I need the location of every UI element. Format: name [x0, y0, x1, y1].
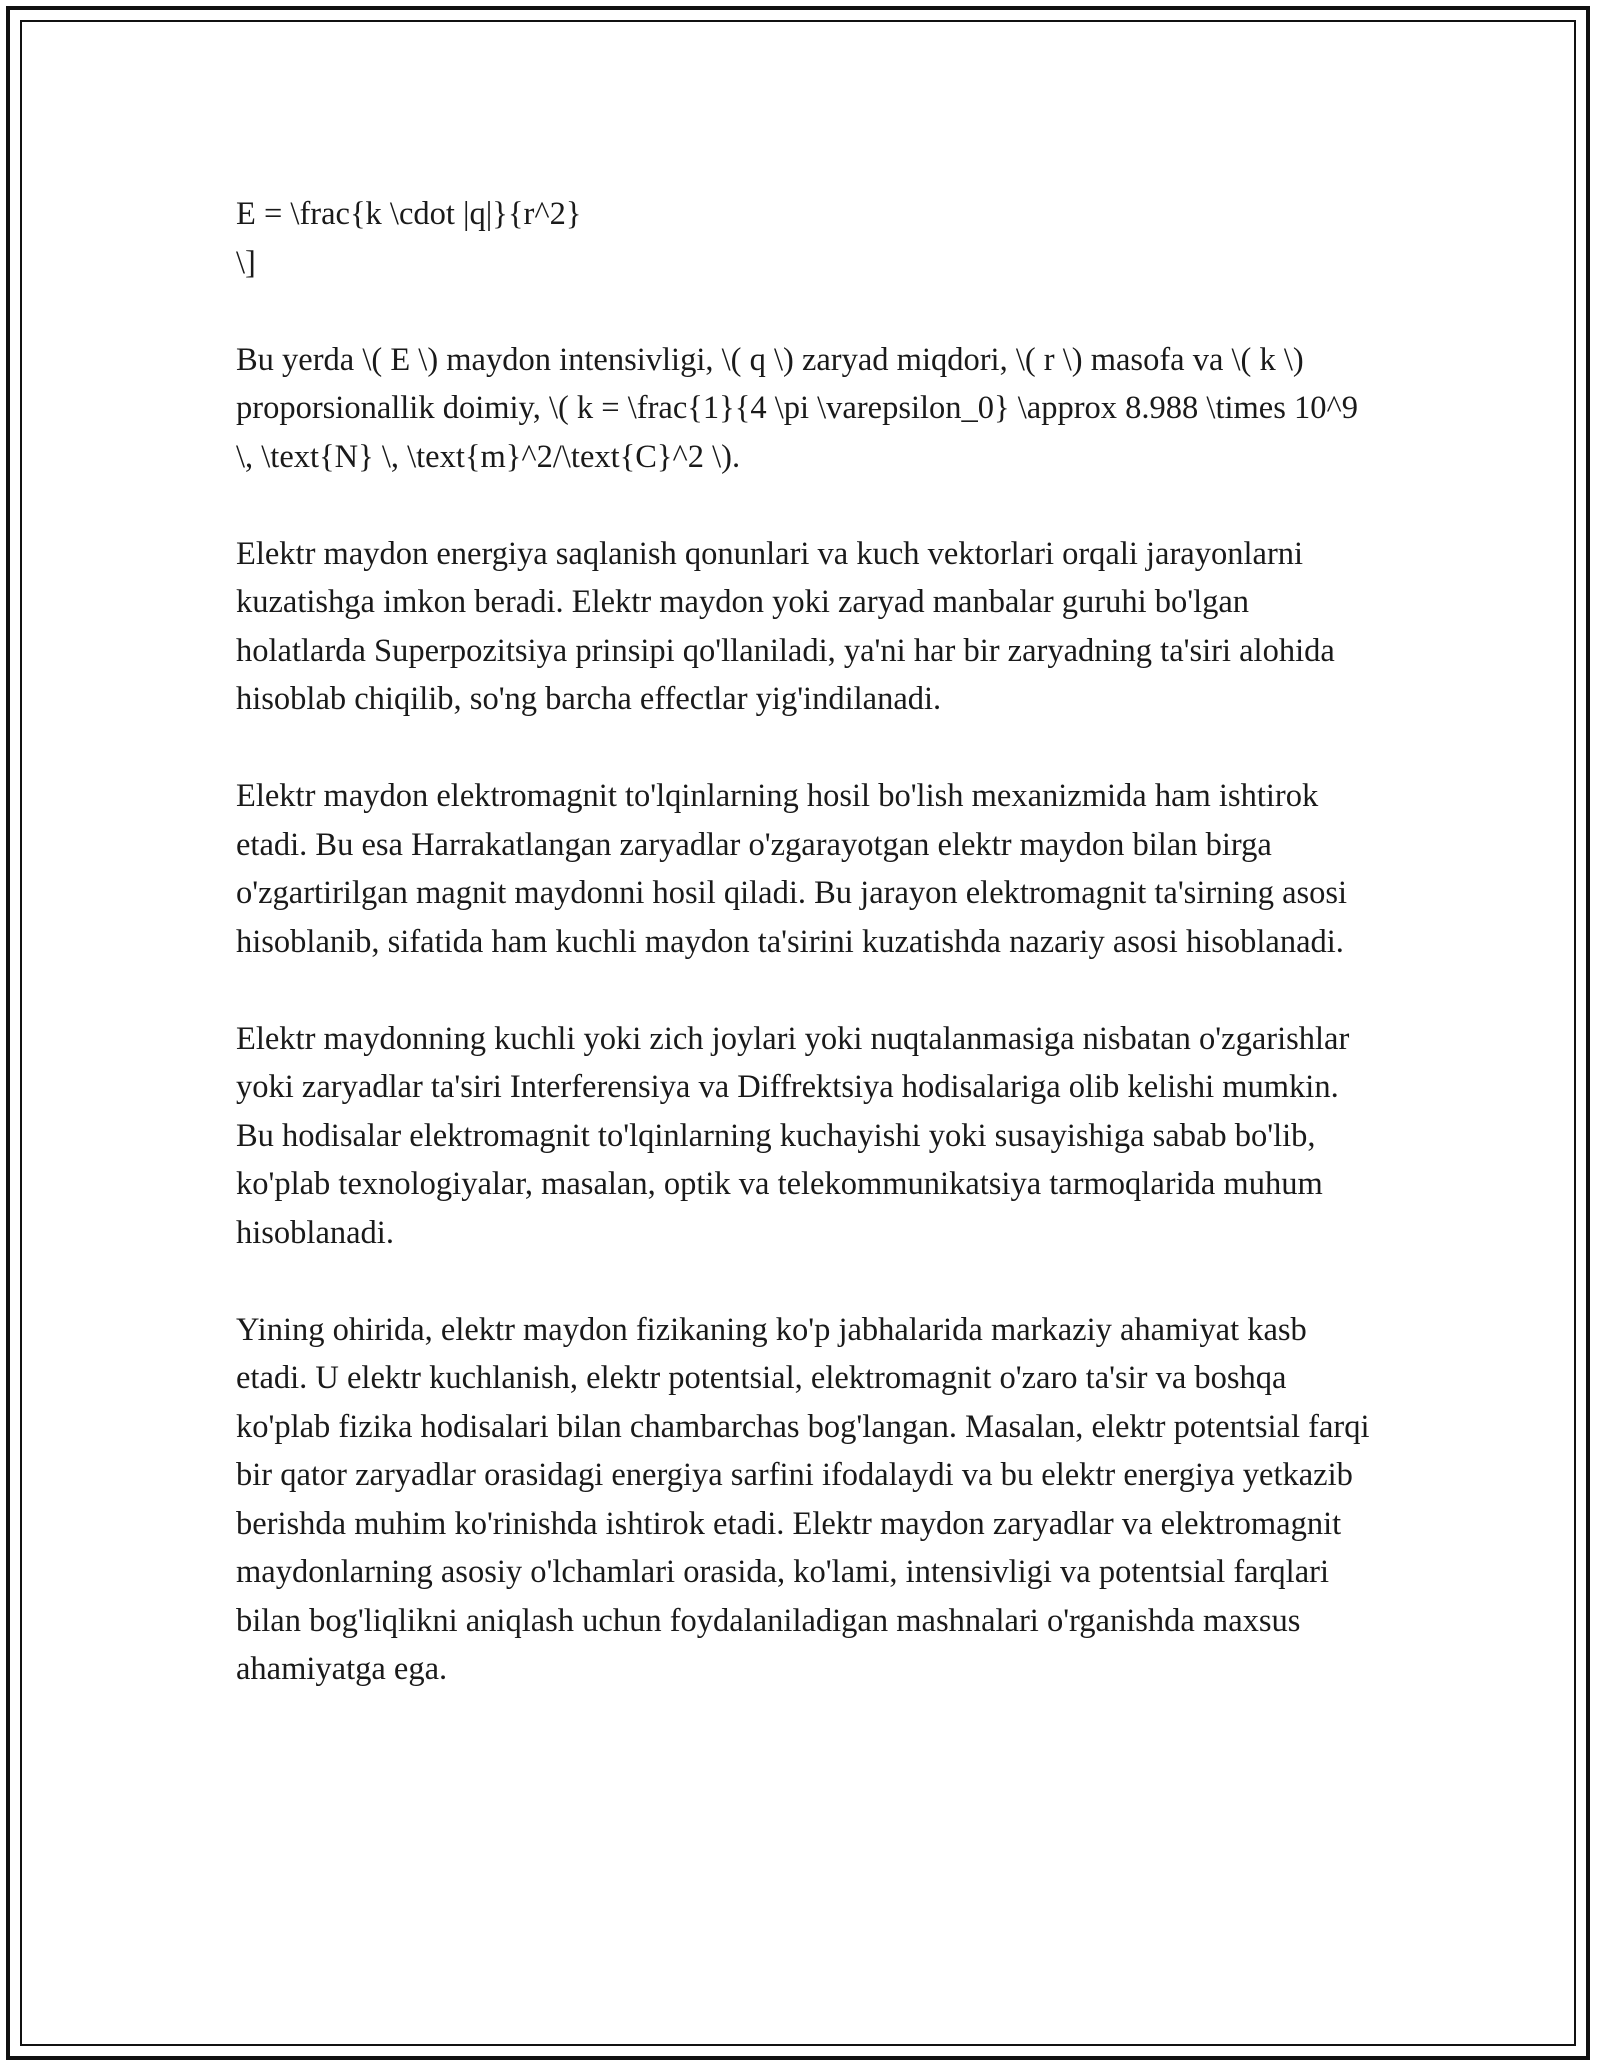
paragraph-superposition: Elektr maydon energiya saqlanish qonunlari va kuch vektorlari orqali jarayonlarni kuzatishga imkon beradi. Elektr maydon yoki zaryad manbalar guruhi bo'lgan holatlarda Superpozitsiya prinsipi qo'llaniladi, ya'ni har bir zaryadning ta'siri alohida hisoblab chiqilib, so'ng barcha effectlar yig'indilanadi.	[236, 535, 1335, 717]
paragraph-variables: Bu yerda \( E \) maydon intensivligi, \( q \) zaryad miqdori, \( r \) masofa va \( k \) proporsionallik doimiy, \( k = \frac{1}{4 \pi \varepsilon_0} \approx 8.988 \times 10^9 \, \text{N} \, \text{m}^2/\text{C}^2 \).	[236, 341, 1358, 475]
paragraph-conclusion: Yining ohirida, elektr maydon fizikaning ko'p jabhalarida markaziy ahamiyat kasb etadi. U elektr kuchlanish, elektr potentsial, elektromagnit o'zaro ta'sir va boshqa ko'plab fizika hodisalari bilan chambarchas bog'langan. Masalan, elektr potentsial farqi bir qator zaryadlar orasidagi energiya sarfini ifodalaydi va bu elektr energiya yetkazib berishda muhim ko'rinishda ishtirok etadi. Elektr maydon zaryadlar va elektromagnit maydonlarning asosiy o'lchamlari orasida, ko'lami, intensivligi va potentsial farqlari bilan bog'liqlikni aniqlash uchun foydalaniladigan mashnalari o'rganishda maxsus ahamiyatga ega.	[236, 1311, 1370, 1687]
paragraph-electromagnetic-waves: Elektr maydon elektromagnit to'lqinlarning hosil bo'lish mexanizmida ham ishtirok etadi. Bu esa Harrakatlangan zaryadlar o'zgarayotgan elektr maydon bilan birga o'zgartirilgan magnit maydonni hosil qiladi. Bu jarayon elektromagnit ta'sirning asosi hisoblanib, sifatida ham kuchli maydon ta'sirini kuzatishda nazariy asosi hisoblanadi.	[236, 778, 1348, 960]
paragraph-interference: Elektr maydonning kuchli yoki zich joylari yoki nuqtalanmasiga nisbatan o'zgarishlar yoki zaryadlar ta'siri Interferensiya va Diffrektsiya hodisalariga olib kelishi mumkin. Bu hodisalar elektromagnit to'lqinlarning kuchayishi yoki susayishiga sabab bo'lib, ko'plab texnologiyalar, masalan, optik va telekommunikatsiya tarmoqlarida muhum hisoblanadi.	[236, 1020, 1350, 1251]
formula-block: E = \frac{k \cdot |q|}{r^2} \]	[236, 196, 582, 281]
document-body	[236, 190, 1376, 1742]
